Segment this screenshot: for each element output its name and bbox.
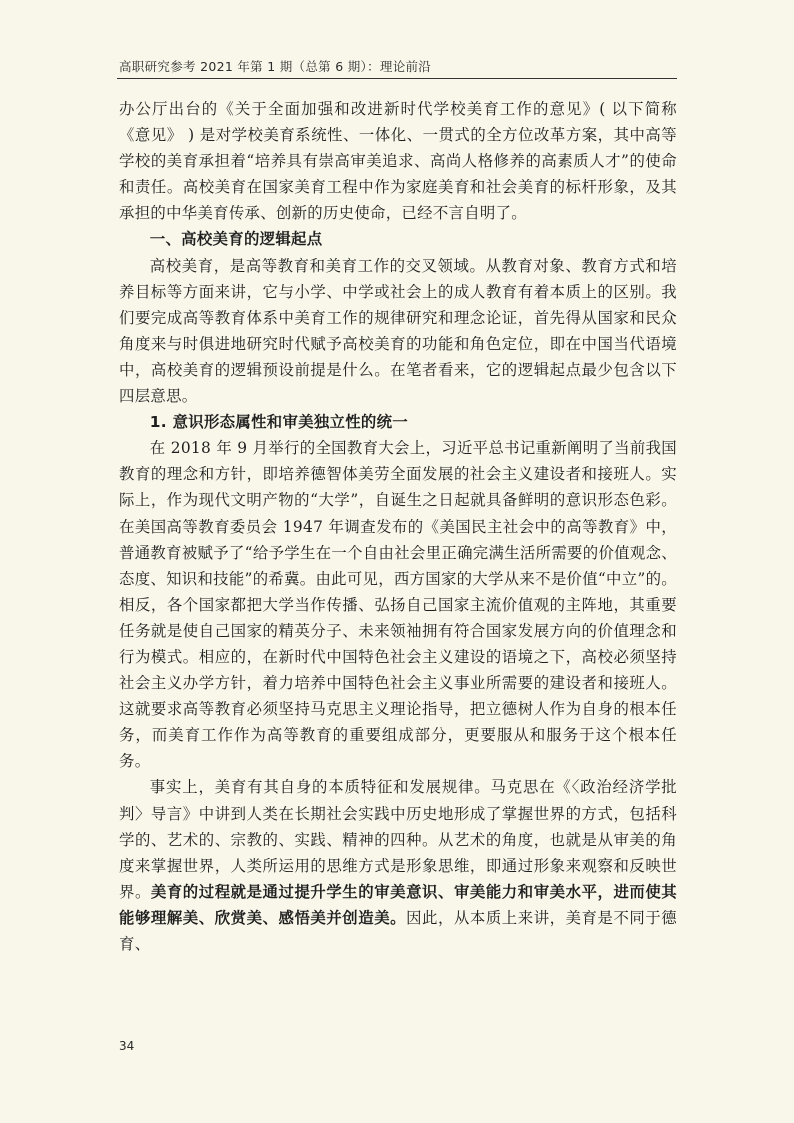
- paragraph-text: 因此，从本质上来讲，美育是不同于德育、: [119, 908, 677, 953]
- paragraph-continued: 办公厅出台的《关于全面加强和改进新时代学校美育工作的意见》( 以下简称《意见》 ) 是对学校美育系统性、一体化、一贯式的全方位改革方案，其中高等学校的美育承担着“培养具有崇高审美追求、高尚人格修养的高素质人才”的使命和责任。高校美育在国家美育工程中作为家庭美育和社会美育的标杆形象，及其承担的中华美育传承、创新的历史使命，已经不言自明了。: [119, 100, 677, 223]
- article-body: [119, 96, 677, 957]
- paragraph: 高校美育，是高等教育和美育工作的交叉领域。从教育对象、教育方式和培养目标等方面来讲，它与小学、中学或社会上的成人教育有着本质上的区别。我们要完成高等教育体系中美育工作的规律研究和理念论证，首先得从国家和民众角度来与时俱进地研究时代赋予高校美育的功能和角色定位，即在中国当代语境中，高校美育的逻辑预设前提是什么。在笔者看来，它的逻辑起点最少包含以下四层意思。: [119, 256, 677, 406]
- paragraph: [119, 774, 677, 957]
- page-number: 34: [119, 1039, 135, 1053]
- subsection-heading: 1. 意识形态属性和审美独立性的统一: [149, 413, 408, 432]
- paragraph: 在 2018 年 9 月举行的全国教育大会上，习近平总书记重新阐明了当前我国教育的理念和方针，即培养德智体美劳全面发展的社会主义建设者和接班人。实际上，作为现代文明产物的“大学”，自诞生之日起就具备鲜明的意识形态色彩。在美国高等教育委员会 1947 年调查发布的《美国民主社会中的高等教育》中，普通教育被赋予了“给予学生在一个自由社会里正确完满生活所需要的价值观念、态度、知识和技能”的希冀。由此可见，西方国家的大学从来不是价值“中立”的。相反，各个国家都把大学当作传播、弘扬自己国家主流价值观的主阵地，其重要任务就是使自己国家的精英分子、未来领袖拥有符合国家发展方向的价值理念和行为模式。相应的，在新时代中国特色社会主义建设的语境之下，高校必须坚持社会主义办学方针，着力培养中国特色社会主义事业所需要的建设者和接班人。这就要求高等教育必须坚持马克思主义理论指导，把立德树人作为自身的根本任务，而美育工作作为高等教育的重要组成部分，更要服从和服务于这个根本任务。: [119, 439, 677, 771]
- section-heading: 一、高校美育的逻辑起点: [149, 230, 323, 249]
- paragraph-text: 事实上，美育有其自身的本质特征和发展规律。马克思在《〈政治经济学批判〉导言》中讲到人类在长期社会实践中历史地形成了掌握世界的方式，包括科学的、艺术的、宗教的、实践、精神的四种。从艺术的角度，也就是从审美的角度来掌握世界，人类所运用的思维方式是形象思维，即通过形象来观察和反映世界。: [119, 778, 677, 901]
- running-header: 高职研究参考 2021 年第 1 期（总第 6 期）：理论前沿: [119, 59, 432, 74]
- emphasized-text: 美育的过程就是通过提升学生的审美意识、审美能力和审美水平，进而使其能够理解美、欣赏美、感悟美并创造美。: [119, 882, 677, 927]
- header-divider: [117, 78, 677, 79]
